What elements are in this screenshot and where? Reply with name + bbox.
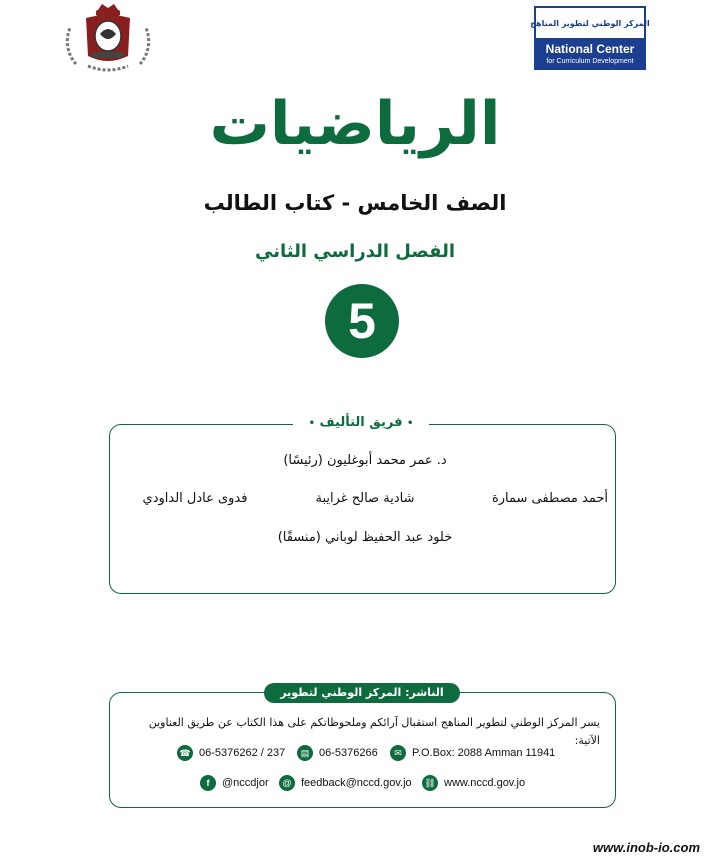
book-subtitle: الصف الخامس - كتاب الطالب [203, 191, 507, 215]
contact-email[interactable] [279, 774, 412, 792]
publisher-text: يسر المركز الوطني لتطوير المناهج استقبال آرائكم وملحوظاتكم على هذا الكتاب عن طريق العناوين الآتية: [148, 716, 600, 747]
website-url[interactable]: www.nccd.gov.jo [444, 777, 526, 789]
authors-label-text: فريق التأليف [319, 415, 403, 430]
author-member: أحمد مصطفى سمارة [491, 491, 608, 506]
authors-label [293, 412, 429, 434]
authors-box [109, 424, 616, 594]
contact-fax [297, 744, 378, 762]
contact-facebook[interactable] [200, 774, 269, 792]
fax-icon: ▤ [297, 745, 313, 761]
author-head: د. عمر محمد أبوغليون (رئيسًا) [283, 453, 447, 468]
phone-number: 06-5376262 / 237 [199, 747, 286, 759]
nccd-logo-english-line1: National Center [545, 42, 635, 56]
phone-icon: ☎ [177, 745, 193, 761]
mail-icon: ✉ [390, 745, 406, 761]
author-member: شادية صالح غرايبة [315, 491, 415, 506]
nccd-logo-english-line2: for Curriculum Development [546, 58, 634, 65]
author-member: فدوى عادل الداودي [142, 491, 248, 506]
link-icon: ⛓ [422, 775, 438, 791]
book-title: الرياضيات [209, 89, 501, 159]
pobox: P.O.Box: 2088 Amman 11941 [412, 747, 556, 759]
contact-phone [177, 744, 285, 762]
nccd-logo [530, 6, 650, 70]
crown-emblem-icon [58, 4, 158, 76]
facebook-icon: f [200, 775, 216, 791]
semester-label: الفصل الدراسي الثاني [255, 241, 455, 262]
nccd-logo-arabic-block [530, 6, 650, 40]
publisher-label: الناشر: المركز الوطني لتطوير المناهج [264, 683, 460, 703]
nccd-logo-arabic: المركز الوطني لتطوير المناهج [530, 18, 650, 28]
at-icon: @ [279, 775, 295, 791]
email-address[interactable]: feedback@nccd.gov.jo [301, 777, 412, 789]
author-coordinator: خلود عبد الحفيظ لوباني (منسقًا) [277, 530, 453, 545]
bullet-icon: • [406, 418, 414, 429]
facebook-handle[interactable]: @nccdjor [222, 777, 269, 789]
ministry-emblem [58, 4, 158, 76]
nccd-logo-english-block [534, 40, 646, 70]
contact-website[interactable] [422, 774, 525, 792]
bullet-icon: • [308, 418, 315, 429]
grade-badge: 5 [325, 284, 399, 358]
site-watermark: www.inob-io.com [592, 840, 700, 855]
contact-pobox [390, 744, 555, 762]
fax-number: 06-5376266 [319, 747, 378, 759]
